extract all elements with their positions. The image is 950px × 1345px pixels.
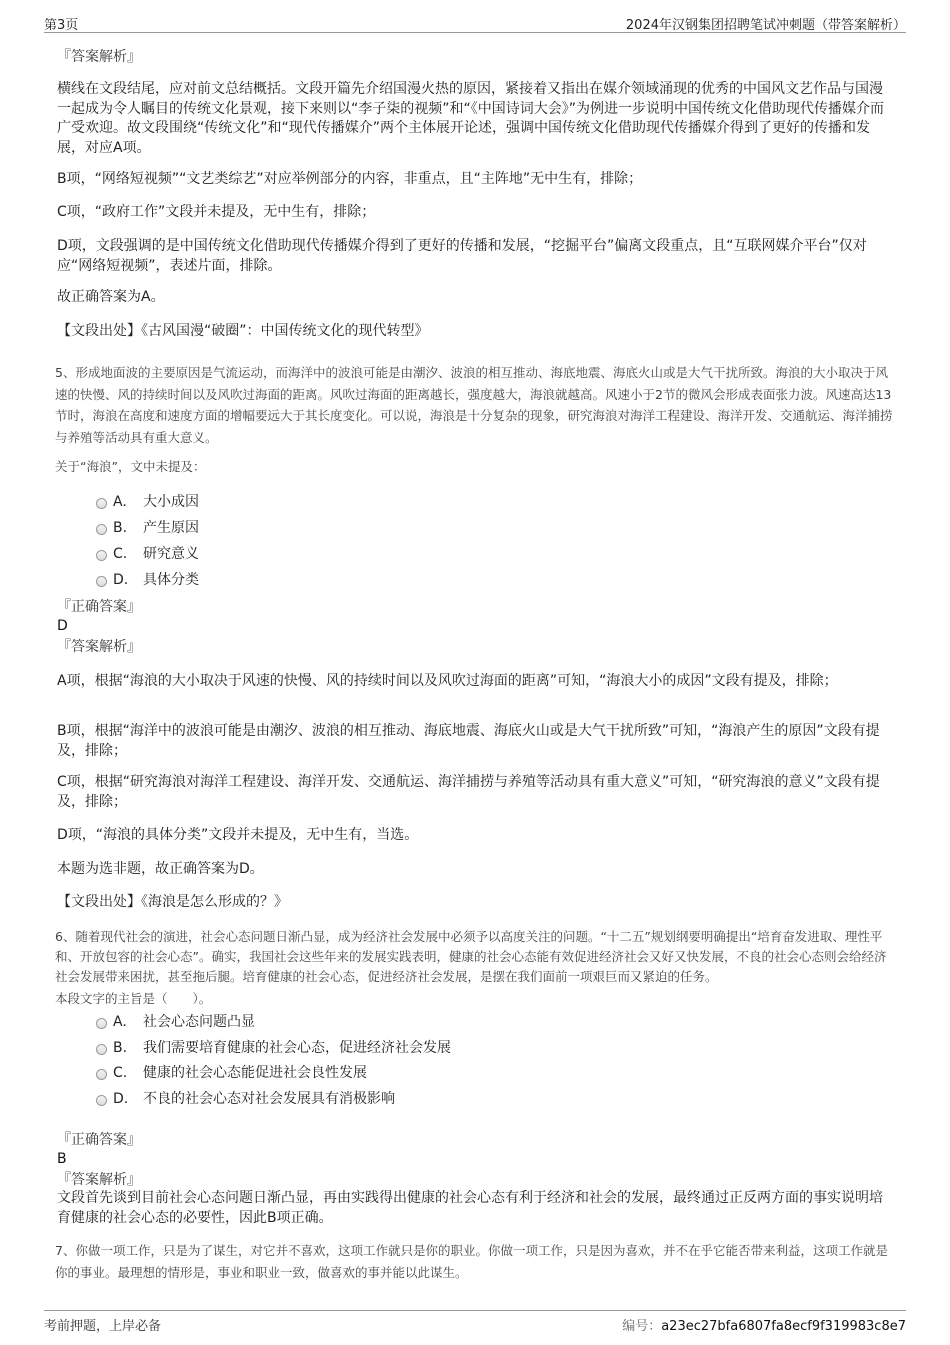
serial-number: 编号：a23ec27bfa6807fa8ecf9f319983c8e7 bbox=[622, 1319, 906, 1334]
radio-icon[interactable] bbox=[96, 1069, 107, 1080]
analysis-paragraph: 横线在文段结尾，应对前文总结概括。文段开篇先介绍国漫火热的原因，紧接着又指出在媒介领域涌现的优秀的中国风文艺作品与国漫一起成为令人瞩目的传统文化景观，接下来则以“李子柒的视频”和“《中国诗词大会》”为例进一步说明中国传统文化借助现代传播媒介而广受欢迎。故文段围绕“传统文化”和“现代传播媒介”两个主体展开论述，强调中国传统文化借助现代传播媒介得到了更好的传播和发展，对应A项。 bbox=[57, 81, 885, 156]
analysis-option-a: A项，根据“海浪的大小取决于风速的快慢、风的持续时间以及风吹过海面的距离”可知，“海浪大小的成因”文段有提及，排除； bbox=[57, 673, 838, 689]
analysis-label: 『答案解析』 bbox=[57, 49, 141, 65]
question-6-prompt: 本段文字的主旨是（ ）。 bbox=[55, 991, 212, 1006]
q6-option-b[interactable]: B. 我们需要培育健康的社会心态，促进经济社会发展 bbox=[96, 1038, 451, 1058]
question-5-stem: 5、形成地面波的主要原因是气流运动，而海洋中的波浪可能是由潮汐、波浪的相互推动、海底地震、海底火山或是大气干扰所致。海浪的大小取决于风速的快慢、风的持续时间以及风吹过海面的距离。风吹过海面的距离越长，强度越大，海浪就越高。风速小于2节的微风会形成表面张力波。风速高达13节时，海浪在高度和速度方面的增幅要远大于其长度变化。可以说，海浪是十分复杂的现象，研究海浪对海洋工程建设、海洋开发、交通航运、海洋捕捞与养殖等活动具有重大意义。 bbox=[55, 365, 893, 445]
analysis-option-c: C项，根据“研究海浪对海洋工程建设、海洋开发、交通航运、海洋捕捞与养殖等活动具有重大意义”可知，“研究海浪的意义”文段有提及，排除； bbox=[57, 774, 880, 810]
analysis-option-b: B项，根据“海洋中的波浪可能是由潮汐、波浪的相互推动、海底地震、海底火山或是大气干扰所致”可知，“海浪产生的原因”文段有提及，排除； bbox=[57, 723, 880, 759]
radio-icon[interactable] bbox=[96, 524, 107, 535]
q5-option-b[interactable]: B. 产生原因 bbox=[96, 518, 199, 538]
analysis-label: 『答案解析』 bbox=[57, 639, 141, 655]
page-footer bbox=[44, 1310, 906, 1333]
document-title: 2024年汉钢集团招聘笔试冲刺题（带答案解析） bbox=[625, 18, 906, 33]
question-7-stem: 7、你做一项工作，只是为了谋生，对它并不喜欢，这项工作就只是你的职业。你做一项工作，只是因为喜欢，并不在乎它能否带来利益，这项工作就是你的事业。最理想的情形是，事业和职业一致，做喜欢的事并能以此谋生。 bbox=[55, 1243, 888, 1280]
q5-option-c[interactable]: C. 研究意义 bbox=[96, 544, 199, 564]
correct-answer-label: 『正确答案』 bbox=[57, 599, 141, 615]
correct-answer: B bbox=[57, 1151, 67, 1167]
correct-answer: D bbox=[57, 618, 68, 634]
q6-option-a[interactable]: A. 社会心态问题凸显 bbox=[96, 1012, 255, 1032]
analysis-paragraph: 文段首先谈到目前社会心态问题日渐凸显，再由实践得出健康的社会心态有利于经济和社会的发展，最终通过正反两方面的事实说明培育健康的社会心态的必要性，因此B项正确。 bbox=[57, 1190, 883, 1226]
q5-option-d[interactable]: D. 具体分类 bbox=[96, 570, 199, 590]
radio-icon[interactable] bbox=[96, 576, 107, 587]
footer-slogan: 考前押题，上岸必备 bbox=[44, 1319, 162, 1334]
page-number: 第3页 bbox=[44, 18, 79, 33]
question-6-stem: 6、随着现代社会的演进，社会心态问题日渐凸显，成为经济社会发展中必须予以高度关注的问题。“十二五”规划纲要明确提出“培育奋发进取、理性平和、开放包容的社会心态”。确实，我国社会这些年来的发展实践表明，健康的社会心态能有效促进经济社会又好又快发展，不良的社会心态则会给经济社会发展带来困扰，甚至拖后腿。培育健康的社会心态，促进经济社会发展，是摆在我们面前一项艰巨而又紧迫的任务。 bbox=[55, 929, 887, 984]
analysis-option-d: D项，“海浪的具体分类”文段并未提及，无中生有，当选。 bbox=[57, 827, 419, 843]
source-citation: 【文段出处】《海浪是怎么形成的？》 bbox=[57, 894, 288, 910]
q6-option-c[interactable]: C. 健康的社会心态能促进社会良性发展 bbox=[96, 1063, 367, 1083]
analysis-option-c: C项，“政府工作”文段并未提及，无中生有，排除； bbox=[57, 204, 376, 220]
radio-icon[interactable] bbox=[96, 550, 107, 561]
conclusion: 本题为选非题，故正确答案为D。 bbox=[57, 861, 264, 877]
radio-icon[interactable] bbox=[96, 1095, 107, 1106]
analysis-label: 『答案解析』 bbox=[57, 1172, 141, 1188]
question-5-prompt: 关于“海浪”，文中未提及： bbox=[55, 459, 206, 474]
analysis-option-b: B项，“网络短视频”“文艺类综艺”对应举例部分的内容，非重点，且“主阵地”无中生有，排除； bbox=[57, 171, 643, 187]
page-header bbox=[44, 12, 906, 33]
q5-option-a[interactable]: A. 大小成因 bbox=[96, 492, 199, 512]
correct-answer-label: 『正确答案』 bbox=[57, 1132, 141, 1148]
analysis-option-d: D项，文段强调的是中国传统文化借助现代传播媒介得到了更好的传播和发展，“挖掘平台”偏离文段重点，且“互联网媒介平台”仅对应“网络短视频”，表述片面，排除。 bbox=[57, 238, 867, 274]
q6-option-d[interactable]: D. 不良的社会心态对社会发展具有消极影响 bbox=[96, 1089, 395, 1109]
source-citation: 【文段出处】《古风国漫“破圈”：中国传统文化的现代转型》 bbox=[57, 323, 429, 339]
radio-icon[interactable] bbox=[96, 1044, 107, 1055]
radio-icon[interactable] bbox=[96, 498, 107, 509]
conclusion: 故正确答案为A。 bbox=[57, 289, 165, 305]
radio-icon[interactable] bbox=[96, 1018, 107, 1029]
